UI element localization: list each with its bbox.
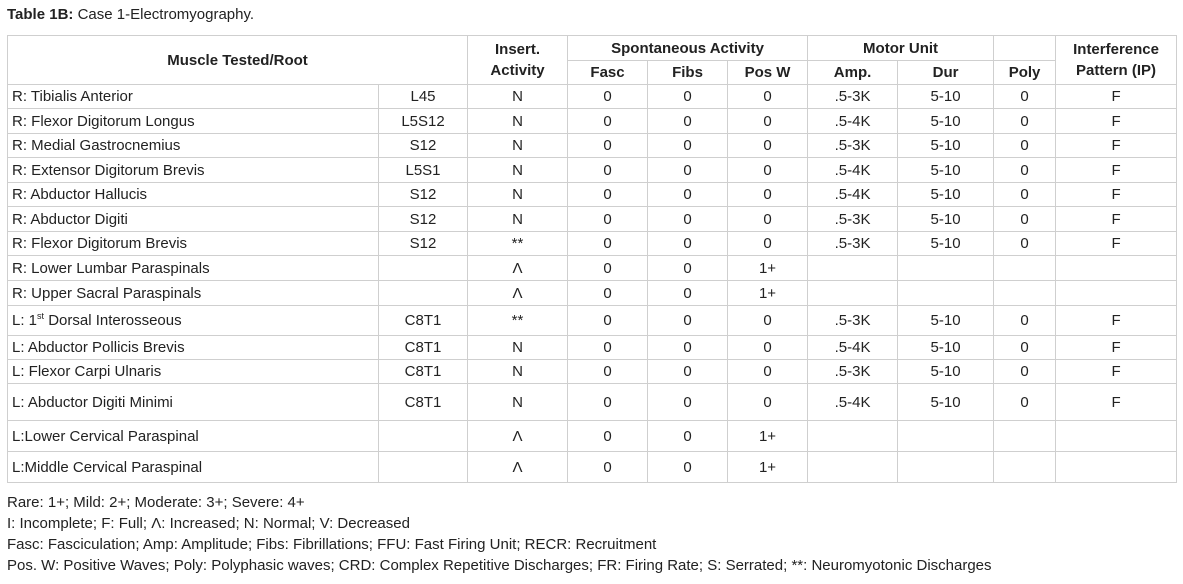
cell-poly: 0 [994, 336, 1056, 360]
cell-poly: 0 [994, 134, 1056, 158]
header-posw: Pos W [728, 61, 808, 85]
header-fibs: Fibs [648, 61, 728, 85]
cell-ip [1056, 452, 1177, 483]
cell-fibs: 0 [648, 183, 728, 207]
cell-amp [808, 256, 898, 281]
cell-fasc: 0 [568, 85, 648, 109]
cell-fasc: 0 [568, 158, 648, 183]
cell-ip: F [1056, 183, 1177, 207]
cell-root [379, 421, 468, 452]
cell-ip: F [1056, 384, 1177, 421]
cell-fibs: 0 [648, 360, 728, 384]
cell-root [379, 256, 468, 281]
cell-fibs: 0 [648, 306, 728, 336]
cell-muscle: R: Upper Sacral Paraspinals [8, 281, 379, 306]
cell-insert: N [468, 207, 568, 232]
cell-ip: F [1056, 109, 1177, 134]
table-row [8, 360, 1177, 384]
header-spontaneous: Spontaneous Activity [568, 36, 808, 61]
cell-root: L5S12 [379, 109, 468, 134]
cell-fibs: 0 [648, 207, 728, 232]
cell-fasc: 0 [568, 134, 648, 158]
header-muscle: Muscle Tested/Root [8, 36, 468, 85]
header-insert: Insert. Activity [468, 36, 568, 85]
cell-root: C8T1 [379, 306, 468, 336]
cell-muscle: L: 1st Dorsal Interosseous [8, 306, 379, 336]
cell-dur: 5-10 [898, 158, 994, 183]
header-poly: Poly [994, 61, 1056, 85]
header-motor-unit: Motor Unit [808, 36, 994, 61]
cell-root [379, 281, 468, 306]
cell-ip: F [1056, 207, 1177, 232]
cell-root: S12 [379, 207, 468, 232]
cell-poly: 0 [994, 306, 1056, 336]
cell-insert: ** [468, 306, 568, 336]
cell-amp: .5-3K [808, 134, 898, 158]
cell-dur: 5-10 [898, 207, 994, 232]
cell-root: L45 [379, 85, 468, 109]
note-line: Rare: 1+; Mild: 2+; Moderate: 3+; Severe: 4+ [7, 494, 305, 511]
cell-muscle: R: Flexor Digitorum Longus [8, 109, 379, 134]
cell-ip: F [1056, 158, 1177, 183]
header-amp: Amp. [808, 61, 898, 85]
cell-insert: Λ [468, 421, 568, 452]
cell-ip: F [1056, 134, 1177, 158]
cell-posw: 0 [728, 158, 808, 183]
table-row [8, 158, 1177, 183]
cell-root: S12 [379, 232, 468, 256]
cell-dur: 5-10 [898, 384, 994, 421]
cell-insert: Λ [468, 256, 568, 281]
cell-dur: 5-10 [898, 85, 994, 109]
cell-amp: .5-4K [808, 183, 898, 207]
cell-fibs: 0 [648, 109, 728, 134]
cell-root: S12 [379, 183, 468, 207]
cell-amp [808, 452, 898, 483]
cell-dur: 5-10 [898, 134, 994, 158]
cell-root: S12 [379, 134, 468, 158]
cell-insert: N [468, 109, 568, 134]
cell-muscle: L: Abductor Digiti Minimi [8, 384, 379, 421]
cell-amp: .5-4K [808, 158, 898, 183]
cell-fasc: 0 [568, 360, 648, 384]
cell-insert: N [468, 85, 568, 109]
table-caption [7, 6, 254, 23]
cell-posw: 1+ [728, 452, 808, 483]
cell-dur: 5-10 [898, 360, 994, 384]
cell-fibs: 0 [648, 158, 728, 183]
cell-fibs: 0 [648, 134, 728, 158]
cell-muscle: L: Flexor Carpi Ulnaris [8, 360, 379, 384]
note-line: Pos. W: Positive Waves; Poly: Polyphasic waves; CRD: Complex Repetitive Discharges; FR: Firing Rate; S: Serrated; **: Neuromyotonic Discharges [7, 557, 992, 574]
table-row [8, 109, 1177, 134]
cell-posw: 0 [728, 306, 808, 336]
cell-posw: 0 [728, 207, 808, 232]
cell-insert: N [468, 384, 568, 421]
cell-poly [994, 281, 1056, 306]
cell-insert: N [468, 183, 568, 207]
cell-posw: 0 [728, 134, 808, 158]
cell-dur [898, 256, 994, 281]
table-row [8, 134, 1177, 158]
cell-muscle: L:Lower Cervical Paraspinal [8, 421, 379, 452]
cell-root: C8T1 [379, 336, 468, 360]
cell-fasc: 0 [568, 452, 648, 483]
table-row [8, 183, 1177, 207]
cell-fasc: 0 [568, 109, 648, 134]
cell-posw: 0 [728, 360, 808, 384]
header-interference: Interference Pattern (IP) [1056, 36, 1177, 85]
cell-root: L5S1 [379, 158, 468, 183]
cell-root [379, 452, 468, 483]
cell-insert: N [468, 360, 568, 384]
cell-amp: .5-4K [808, 384, 898, 421]
cell-amp: .5-3K [808, 85, 898, 109]
cell-fasc: 0 [568, 183, 648, 207]
cell-dur [898, 281, 994, 306]
caption-text: Case 1-Electromyography. [77, 6, 255, 23]
cell-poly: 0 [994, 207, 1056, 232]
cell-ip: F [1056, 232, 1177, 256]
caption-label: Table 1B: [7, 6, 74, 23]
cell-amp: .5-3K [808, 207, 898, 232]
table-row [8, 281, 1177, 306]
cell-amp [808, 421, 898, 452]
cell-posw: 1+ [728, 421, 808, 452]
cell-posw: 0 [728, 336, 808, 360]
cell-muscle: R: Flexor Digitorum Brevis [8, 232, 379, 256]
cell-muscle: R: Medial Gastrocnemius [8, 134, 379, 158]
cell-root: C8T1 [379, 384, 468, 421]
cell-posw: 0 [728, 183, 808, 207]
cell-dur: 5-10 [898, 306, 994, 336]
note-line: I: Incomplete; F: Full; Λ: Increased; N: Normal; V: Decreased [7, 515, 410, 532]
cell-poly: 0 [994, 360, 1056, 384]
emg-table [7, 35, 1177, 483]
table-row [8, 85, 1177, 109]
cell-ip [1056, 256, 1177, 281]
cell-posw: 1+ [728, 256, 808, 281]
cell-poly: 0 [994, 384, 1056, 421]
cell-fibs: 0 [648, 452, 728, 483]
emg-table-body [8, 85, 1177, 483]
cell-posw: 0 [728, 384, 808, 421]
cell-posw: 0 [728, 109, 808, 134]
cell-insert: N [468, 336, 568, 360]
header-dur: Dur [898, 61, 994, 85]
cell-insert: Λ [468, 281, 568, 306]
cell-dur [898, 452, 994, 483]
cell-muscle: R: Abductor Hallucis [8, 183, 379, 207]
cell-fasc: 0 [568, 306, 648, 336]
table-row [8, 421, 1177, 452]
cell-fibs: 0 [648, 384, 728, 421]
table-row [8, 452, 1177, 483]
cell-muscle: R: Tibialis Anterior [8, 85, 379, 109]
cell-ip: F [1056, 306, 1177, 336]
cell-posw: 0 [728, 85, 808, 109]
cell-poly: 0 [994, 109, 1056, 134]
cell-fibs: 0 [648, 281, 728, 306]
cell-poly [994, 452, 1056, 483]
cell-muscle: R: Abductor Digiti [8, 207, 379, 232]
cell-poly: 0 [994, 85, 1056, 109]
cell-dur [898, 421, 994, 452]
table-row [8, 232, 1177, 256]
cell-poly [994, 421, 1056, 452]
cell-dur: 5-10 [898, 183, 994, 207]
cell-dur: 5-10 [898, 109, 994, 134]
cell-posw: 0 [728, 232, 808, 256]
cell-dur: 5-10 [898, 336, 994, 360]
cell-amp: .5-4K [808, 109, 898, 134]
cell-fasc: 0 [568, 384, 648, 421]
cell-poly: 0 [994, 183, 1056, 207]
cell-muscle: R: Extensor Digitorum Brevis [8, 158, 379, 183]
table-row [8, 336, 1177, 360]
note-line: Fasc: Fasciculation; Amp: Amplitude; Fibs: Fibrillations; FFU: Fast Firing Unit; RECR: Recruitment [7, 536, 657, 553]
cell-insert: N [468, 134, 568, 158]
cell-muscle: R: Lower Lumbar Paraspinals [8, 256, 379, 281]
cell-muscle: L: Abductor Pollicis Brevis [8, 336, 379, 360]
cell-root: C8T1 [379, 360, 468, 384]
cell-fasc: 0 [568, 421, 648, 452]
cell-fibs: 0 [648, 85, 728, 109]
table-row [8, 306, 1177, 336]
cell-amp: .5-4K [808, 336, 898, 360]
cell-fasc: 0 [568, 232, 648, 256]
header-fasc: Fasc [568, 61, 648, 85]
cell-insert: N [468, 158, 568, 183]
cell-fasc: 0 [568, 207, 648, 232]
cell-fibs: 0 [648, 232, 728, 256]
cell-fasc: 0 [568, 281, 648, 306]
cell-dur: 5-10 [898, 232, 994, 256]
cell-ip: F [1056, 360, 1177, 384]
cell-amp: .5-3K [808, 232, 898, 256]
cell-muscle: L:Middle Cervical Paraspinal [8, 452, 379, 483]
table-row [8, 384, 1177, 421]
table-notes [7, 492, 992, 576]
cell-insert: ** [468, 232, 568, 256]
cell-ip: F [1056, 85, 1177, 109]
cell-poly [994, 256, 1056, 281]
cell-poly: 0 [994, 232, 1056, 256]
cell-ip: F [1056, 336, 1177, 360]
cell-fibs: 0 [648, 336, 728, 360]
cell-fibs: 0 [648, 256, 728, 281]
cell-amp [808, 281, 898, 306]
cell-fasc: 0 [568, 336, 648, 360]
cell-amp: .5-3K [808, 306, 898, 336]
cell-amp: .5-3K [808, 360, 898, 384]
cell-fibs: 0 [648, 421, 728, 452]
cell-posw: 1+ [728, 281, 808, 306]
cell-poly: 0 [994, 158, 1056, 183]
header-blank [994, 36, 1056, 61]
cell-ip [1056, 281, 1177, 306]
cell-insert: Λ [468, 452, 568, 483]
table-row [8, 207, 1177, 232]
table-row [8, 256, 1177, 281]
cell-fasc: 0 [568, 256, 648, 281]
cell-ip [1056, 421, 1177, 452]
